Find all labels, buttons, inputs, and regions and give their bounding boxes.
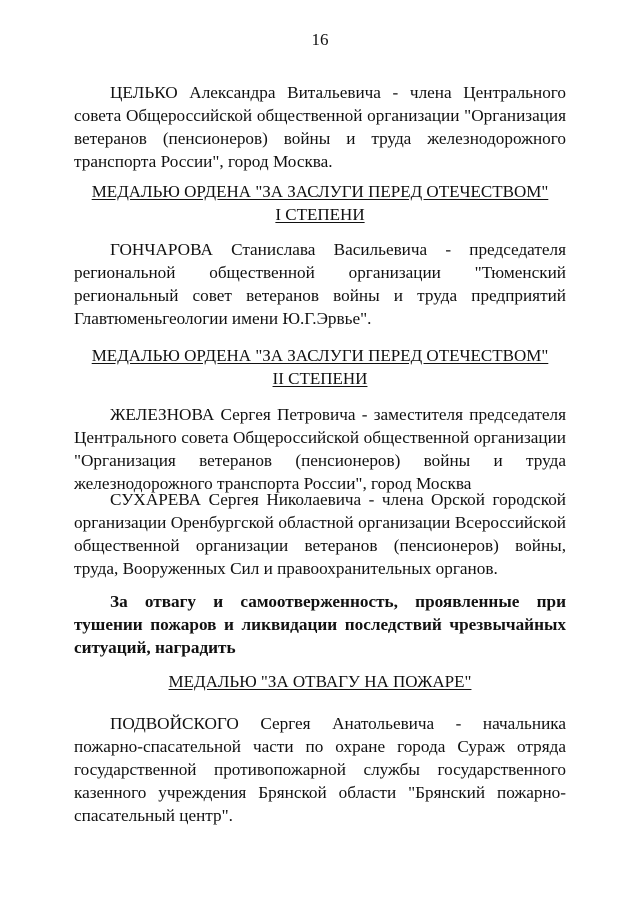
award-recipient-paragraph: СУХАРЕВА Сергея Николаевича - члена Орской городской организации Оренбургской областной организации Всероссийской общественной организации ветеранов (пенсионеров) войны, труда, Вооруженных Сил и правоохранительных органов. bbox=[74, 490, 566, 578]
award-heading bbox=[60, 670, 580, 693]
page-number: 16 bbox=[311, 30, 329, 49]
award-recipient-paragraph: ГОНЧАРОВА Станислава Васильевича - председателя региональной общественной организации "Тюменский региональный совет ветеранов войны и труда предприятий Главтюменьгеологии имени Ю.Г.Эрвье". bbox=[74, 240, 566, 328]
award-heading bbox=[60, 344, 580, 390]
award-heading-line: МЕДАЛЬЮ ОРДЕНА "ЗА ЗАСЛУГИ ПЕРЕД ОТЕЧЕСТВОМ" bbox=[91, 346, 549, 365]
award-recipient-paragraph: ПОДВОЙСКОГО Сергея Анатольевича - начальника пожарно-спасательной части по охране города Сураж отряда государственной противопожарной службы государственного казенного учреждения Брянской области "Брянский пожарно-спасательный центр". bbox=[74, 714, 566, 825]
award-recipient-paragraph: ЖЕЛЕЗНОВА Сергея Петровича - заместителя председателя Центрального совета Общероссийской общественной организации "Организация ветеранов (пенсионеров) войны и труда железнодорожного транспорта России", город Москва bbox=[74, 405, 566, 493]
award-heading-line: МЕДАЛЬЮ "ЗА ОТВАГУ НА ПОЖАРЕ" bbox=[168, 672, 472, 691]
award-recipient-paragraph: ЦЕЛЬКО Александра Витальевича - члена Центрального совета Общероссийской общественной организации "Организация ветеранов (пенсионеров) войны и труда железнодорожного транспорта России", город Москва. bbox=[74, 83, 566, 171]
award-degree-line: I СТЕПЕНИ bbox=[275, 205, 365, 224]
award-reason-statement: За отвагу и самоотверженность, проявленные при тушении пожаров и ликвидации последствий чрезвычайных ситуаций, наградить bbox=[74, 592, 566, 657]
award-heading bbox=[60, 180, 580, 226]
award-heading-line: МЕДАЛЬЮ ОРДЕНА "ЗА ЗАСЛУГИ ПЕРЕД ОТЕЧЕСТВОМ" bbox=[91, 182, 549, 201]
award-degree-line: II СТЕПЕНИ bbox=[272, 369, 368, 388]
